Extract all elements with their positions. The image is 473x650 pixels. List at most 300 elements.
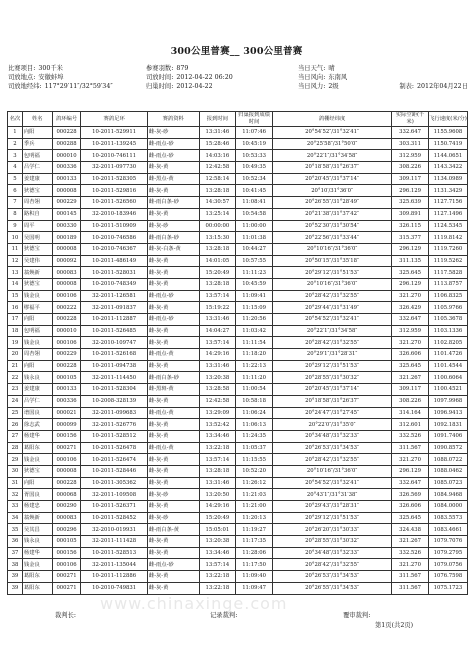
table-cell: 20°29′12″/31°51′53″: [272, 360, 391, 372]
inspector-label: 覆审裁判:: [343, 612, 371, 619]
table-row: [8, 501, 468, 513]
table-cell: 13:22:18: [199, 571, 236, 583]
table-cell: 11:15:55: [236, 454, 273, 466]
table-cell: 1119.5262: [428, 255, 467, 267]
table-cell: 谱国良: [22, 407, 52, 419]
table-cell: 000105: [52, 536, 81, 548]
table-cell: 姜建康: [22, 384, 52, 396]
table-cell: 000296: [52, 524, 81, 536]
table-cell: 16: [8, 302, 23, 314]
table-cell: 杨建忠: [22, 501, 52, 513]
table-row: [8, 302, 468, 314]
table-cell: 309.117: [392, 173, 429, 185]
table-cell: 000288: [52, 138, 81, 150]
table-cell: 胥国良: [22, 489, 52, 501]
table-cell: 葛阳东: [22, 582, 52, 594]
table-cell: 1079.2795: [428, 547, 467, 559]
table-cell: 39: [8, 571, 23, 583]
table-cell: 332.647: [392, 127, 429, 139]
table-row: [8, 162, 468, 174]
table-cell: 13:28:18: [199, 243, 236, 255]
table-cell: 雌-雨白条-砂: [147, 197, 199, 209]
race-name-label: 比赛项目:: [8, 65, 36, 72]
table-cell: 12:58:14: [199, 173, 236, 185]
release-coord-label: 司放地经纬:: [8, 83, 42, 90]
table-cell: 22: [8, 372, 23, 384]
table-cell: 20°21′38″/31°37′42″: [272, 208, 391, 220]
table-cell: 38: [8, 559, 23, 571]
table-cell: 21: [8, 360, 23, 372]
table-cell: 312.959: [392, 150, 429, 162]
table-cell: 15:20:49: [199, 512, 236, 524]
table-cell: 1143.3422: [428, 162, 467, 174]
table-cell: 1134.0989: [428, 173, 467, 185]
table-cell: 10-2011-305362: [81, 477, 148, 489]
table-cell: 钱永良: [22, 372, 52, 384]
table-cell: 雌-灰-白条-黄: [147, 243, 199, 255]
table-cell: 37: [8, 547, 23, 559]
table-cell: 1092.1831: [428, 419, 467, 431]
table-cell: 雌-灰-黄: [147, 501, 199, 513]
column-header: 赛鸽资料: [147, 112, 199, 127]
wind-force: 2级: [328, 83, 339, 90]
weather-value: 晴: [328, 65, 335, 72]
table-cell: 11:21:00: [236, 501, 273, 513]
table-cell: 10-2011-529911: [81, 127, 148, 139]
table-cell: 杨建华: [22, 430, 52, 442]
table-cell: 20°10′16″/31°36′0″: [272, 465, 391, 477]
table-cell: 雌-雨点-黄: [147, 349, 199, 361]
table-cell: 13:15:30: [199, 232, 236, 244]
table-cell: 15: [8, 290, 23, 302]
table-cell: 1127.7156: [428, 197, 467, 209]
table-cell: 包明福: [22, 325, 52, 337]
table-row: [8, 524, 468, 536]
table-cell: 20°18′58″/31°26′37″: [272, 395, 391, 407]
table-cell: 周杏翎: [22, 349, 52, 361]
table-cell: 20°29′43″/31°28′31″: [272, 501, 391, 513]
table-row: [8, 220, 468, 232]
table-cell: 000145: [52, 208, 81, 220]
table-cell: 1091.7406: [428, 430, 467, 442]
table-cell: 1076.7598: [428, 571, 467, 583]
table-cell: 326.115: [392, 220, 429, 232]
table-cell: 狄德宝: [22, 185, 52, 197]
table-cell: 13:25:14: [199, 208, 236, 220]
table-cell: 3: [8, 150, 23, 162]
table-cell: 11:20:56: [236, 314, 273, 326]
table-cell: 11:00:54: [236, 384, 273, 396]
table-cell: 1127.1496: [428, 208, 467, 220]
table-row: [8, 442, 468, 454]
table-cell: 包明福: [22, 150, 52, 162]
table-cell: 翁焕新: [22, 512, 52, 524]
table-cell: 14:29:16: [199, 501, 236, 513]
table-cell: 20°20′45″/31°37′14″: [272, 173, 391, 185]
table-cell: 1105.9766: [428, 302, 467, 314]
table-cell: 狄德宝: [22, 243, 52, 255]
table-cell: 姜建康: [22, 173, 52, 185]
table-cell: 雌-灰-黄: [147, 337, 199, 349]
table-cell: 14:29:16: [199, 349, 236, 361]
table-cell: 1090.8572: [428, 442, 467, 454]
table-cell: 11:24:35: [236, 430, 273, 442]
table-cell: 314.164: [392, 407, 429, 419]
table-cell: 雌-灰-黄: [147, 571, 199, 583]
table-cell: 20°24′47″/31°27′45″: [272, 407, 391, 419]
table-row: [8, 395, 468, 407]
table-cell: 10-2011-528446: [81, 465, 148, 477]
table-cell: 11:19:27: [236, 524, 273, 536]
table-cell: 雌-灰-黄: [147, 465, 199, 477]
table-cell: 000290: [52, 501, 81, 513]
table-cell: 1113.8757: [428, 278, 467, 290]
table-cell: 周杏翎: [22, 197, 52, 209]
table-cell: 1075.1723: [428, 582, 467, 594]
table-cell: 326.606: [392, 501, 429, 513]
table-cell: 32-2011-526776: [81, 419, 148, 431]
table-cell: 32-2011-135044: [81, 559, 148, 571]
table-row: [8, 173, 468, 185]
table-cell: 1079.0756: [428, 559, 467, 571]
table-cell: 20°54′52″/31°32′41″: [272, 127, 391, 139]
table-cell: 路积自: [22, 208, 52, 220]
table-cell: 000229: [52, 349, 81, 361]
table-cell: 缪福平: [22, 302, 52, 314]
table-cell: 000106: [52, 337, 81, 349]
table-cell: 10-2011-112887: [81, 314, 148, 326]
table-cell: 32-2011-097730: [81, 162, 148, 174]
table-cell: 1144.0651: [428, 150, 467, 162]
table-cell: 吴建伟: [22, 255, 52, 267]
table-cell: 14: [8, 278, 23, 290]
table-cell: 27: [8, 430, 23, 442]
table-cell: 13:22:18: [199, 442, 236, 454]
table-cell: 32-2011-091837: [81, 302, 148, 314]
table-row: [8, 197, 468, 209]
table-cell: 321.270: [392, 454, 429, 466]
table-cell: 321.267: [392, 372, 429, 384]
table-cell: 10-2011-528305: [81, 173, 148, 185]
table-cell: 1079.7076: [428, 536, 467, 548]
column-header: 鸽环编号: [52, 112, 81, 127]
table-cell: 000222: [52, 302, 81, 314]
table-cell: 10-2011-112886: [81, 571, 148, 583]
entries-count: 879: [176, 65, 189, 72]
release-coord: 117°29′11″/32°59′34″: [44, 83, 113, 90]
table-cell: 14:03:16: [199, 150, 236, 162]
table-cell: 28: [8, 442, 23, 454]
table-cell: 13:57:14: [199, 454, 236, 466]
table-cell: 钱金良: [22, 337, 52, 349]
table-cell: 13:31:46: [199, 477, 236, 489]
table-cell: 000133: [52, 173, 81, 185]
table-cell: 000336: [52, 395, 81, 407]
table-cell: 雌-灰-黄: [147, 255, 199, 267]
table-cell: 13:31:46: [199, 127, 236, 139]
table-cell: 12:42:58: [199, 162, 236, 174]
table-cell: 34: [8, 512, 23, 524]
table-cell: 324.438: [392, 524, 429, 536]
table-cell: 14:01:05: [199, 255, 236, 267]
table-cell: 雌-雨点-砂: [147, 138, 199, 150]
entries-label: 参赛羽数:: [146, 65, 174, 72]
table-cell: 332.526: [392, 430, 429, 442]
table-cell: 11:09:47: [236, 582, 273, 594]
table-cell: 13:28:58: [199, 384, 236, 396]
table-cell: 325.645: [392, 512, 429, 524]
table-cell: 10-2011-528304: [81, 384, 148, 396]
table-cell: 000068: [52, 489, 81, 501]
table-cell: 32-2011-109508: [81, 489, 148, 501]
table-cell: 雌-灰-黄: [147, 430, 199, 442]
table-cell: 10-2010-748349: [81, 278, 148, 290]
table-cell: 20°28′55″/31°30′32″: [272, 372, 391, 384]
table-cell: 19: [8, 337, 23, 349]
table-cell: 311.567: [392, 442, 429, 454]
table-cell: 吕学仁: [22, 162, 52, 174]
table-cell: 6: [8, 185, 23, 197]
table-cell: 20°26′20″/31°30′33″: [272, 524, 391, 536]
table-cell: 雌-灰-黄: [147, 185, 199, 197]
table-cell: 000105: [52, 372, 81, 384]
table-row: [8, 536, 468, 548]
table-cell: 10:45:19: [236, 138, 273, 150]
table-cell: 20°29′44″/31°31′49″: [272, 302, 391, 314]
table-cell: 雌-黑点-黄: [147, 173, 199, 185]
table-cell: 000156: [52, 547, 81, 559]
table-cell: 20°52′30″/31°30′54″: [272, 220, 391, 232]
table-cell: 11:05:37: [236, 442, 273, 454]
table-cell: 33: [8, 501, 23, 513]
table-cell: 20°28′42″/31°32′55″: [272, 290, 391, 302]
race-info: [8, 64, 468, 91]
table-cell: 321.270: [392, 290, 429, 302]
table-cell: 雌-灰-黄: [147, 278, 199, 290]
table-row: [8, 314, 468, 326]
table-cell: 1150.7419: [428, 138, 467, 150]
table-cell: 雌-灰-黄: [147, 208, 199, 220]
table-cell: 20°10′/31°36′0″: [272, 185, 391, 197]
table-cell: 321.270: [392, 337, 429, 349]
table-cell: 1106.8325: [428, 290, 467, 302]
table-cell: 20°50′15″/31°35′18″: [272, 255, 391, 267]
table-cell: 11:06:13: [236, 419, 273, 431]
table-cell: 周平: [22, 220, 52, 232]
table-cell: 1084.0000: [428, 501, 467, 513]
table-cell: 10-2011-526478: [81, 442, 148, 454]
table-cell: 1103.1336: [428, 325, 467, 337]
table-cell: 10-2011-094738: [81, 360, 148, 372]
table-cell: 1101.4544: [428, 360, 467, 372]
watermark: www.chinaxinge.com: [100, 594, 288, 613]
table-cell: 1100.4521: [428, 384, 467, 396]
page-info: 第1页(共2页): [375, 622, 414, 629]
table-cell: 11:28:06: [236, 547, 273, 559]
table-cell: 15:05:01: [199, 524, 236, 536]
table-cell: 狄德宝: [22, 465, 52, 477]
table-cell: 1083.4661: [428, 524, 467, 536]
referee-label: 裁判长:: [55, 612, 77, 619]
table-cell: 狄德宝: [22, 278, 52, 290]
table-header-row: [8, 112, 468, 127]
table-cell: 13:28:18: [199, 465, 236, 477]
table-cell: 309.891: [392, 208, 429, 220]
table-cell: 39: [8, 582, 23, 594]
table-row: [8, 337, 468, 349]
table-cell: 15:20:49: [199, 267, 236, 279]
column-header: 赛鸽足环: [81, 112, 148, 127]
table-cell: 308.226: [392, 395, 429, 407]
table-cell: 雌-雨点-黄: [147, 442, 199, 454]
return-time: 2012-04-22: [176, 83, 213, 90]
table-cell: 13:31:46: [199, 314, 236, 326]
table-cell: 雌-雨点-砂: [147, 559, 199, 571]
table-cell: 10-2010-746367: [81, 243, 148, 255]
table-cell: 1155.9608: [428, 127, 467, 139]
table-cell: 9: [8, 220, 23, 232]
table-row: [8, 547, 468, 559]
table-cell: 10:41:45: [236, 185, 273, 197]
table-cell: 吴国明: [22, 232, 52, 244]
table-cell: 雌-雨点-砂: [147, 150, 199, 162]
table-cell: 32-2011-126581: [81, 290, 148, 302]
table-cell: 13:57:14: [199, 290, 236, 302]
table-cell: 1117.5828: [428, 267, 467, 279]
table-row: [8, 208, 468, 220]
table-cell: 332.526: [392, 547, 429, 559]
wind-force-label: 当日风力:: [298, 83, 326, 90]
table-cell: 11:00:00: [236, 220, 273, 232]
table-cell: 11:18:20: [236, 349, 273, 361]
table-cell: 325.639: [392, 197, 429, 209]
table-cell: 20°26′55″/31°28′49″: [272, 197, 391, 209]
table-cell: 13:31:46: [199, 360, 236, 372]
table-cell: 雌-灰-砂: [147, 489, 199, 501]
table-cell: 000106: [52, 454, 81, 466]
table-cell: 10-2011-510909: [81, 220, 148, 232]
table-cell: 20°29′12″/31°51′53″: [272, 512, 391, 524]
table-row: [8, 150, 468, 162]
table-cell: 20°28′42″/31°32′55″: [272, 337, 391, 349]
table-cell: 12: [8, 255, 23, 267]
wind-direction: 东南风: [328, 74, 348, 81]
table-cell: 20°18′58″/31°26′37″: [272, 162, 391, 174]
table-cell: 23: [8, 384, 23, 396]
table-row: [8, 419, 468, 431]
column-header: 报到时间: [199, 112, 236, 127]
table-row: [8, 384, 468, 396]
table-cell: 296.129: [392, 243, 429, 255]
recorder-label: 记录裁判:: [210, 612, 238, 619]
table-cell: 303.311: [392, 138, 429, 150]
table-cell: 32-2010-019931: [81, 524, 148, 536]
table-cell: 1124.5345: [428, 220, 467, 232]
table-cell: 20°43′1″/31°31′38″: [272, 489, 391, 501]
results-table: [7, 111, 468, 595]
table-cell: 000271: [52, 571, 81, 583]
table-cell: 10-2008-328139: [81, 395, 148, 407]
table-cell: 25: [8, 407, 23, 419]
column-header: 归巢报到成绩时间: [236, 112, 273, 127]
table-cell: 10: [8, 232, 23, 244]
table-cell: 雌-雨白条-黄: [147, 524, 199, 536]
table-cell: 36: [8, 536, 23, 548]
table-cell: 15:28:46: [199, 138, 236, 150]
table-row: [8, 407, 468, 419]
table-cell: 332.647: [392, 477, 429, 489]
table-cell: 20°22′56″/31°33′44″: [272, 232, 391, 244]
table-cell: 13:20:50: [199, 489, 236, 501]
table-cell: 10:52:20: [236, 465, 273, 477]
table-cell: 葛阳东: [22, 571, 52, 583]
table-cell: 13: [8, 267, 23, 279]
table-row: [8, 243, 468, 255]
table-cell: 13:22:18: [199, 582, 236, 594]
table-cell: 321.270: [392, 559, 429, 571]
table-cell: 10:58:18: [236, 395, 273, 407]
table-cell: 12:42:58: [199, 395, 236, 407]
table-cell: 季兵: [22, 138, 52, 150]
table-cell: 32-2011-099683: [81, 407, 148, 419]
table-cell: 000008: [52, 185, 81, 197]
table-cell: 13:57:14: [199, 559, 236, 571]
table-cell: 20°10′16″/31°36′0″: [272, 278, 391, 290]
table-cell: 311.567: [392, 582, 429, 594]
table-cell: 1101.4726: [428, 349, 467, 361]
table-cell: 000228: [52, 360, 81, 372]
table-cell: 000156: [52, 430, 81, 442]
table-cell: 雌-灰-黄: [147, 325, 199, 337]
table-row: [8, 512, 468, 524]
table-cell: 雌-灰-黄: [147, 395, 199, 407]
table-cell: 000010: [52, 150, 81, 162]
table-cell: 1102.8205: [428, 337, 467, 349]
weather-label: 当日天气:: [298, 65, 326, 72]
table-cell: 雌-灰-黄: [147, 360, 199, 372]
table-row: [8, 430, 468, 442]
table-cell: 326.569: [392, 489, 429, 501]
table-cell: 20°28′42″/31°32′55″: [272, 559, 391, 571]
table-cell: 296.129: [392, 185, 429, 197]
table-cell: 15:19:22: [199, 302, 236, 314]
table-cell: 14:04:27: [199, 325, 236, 337]
table-cell: 雌-灰-黄: [147, 419, 199, 431]
table-cell: 17: [8, 314, 23, 326]
table-cell: 13:52:42: [199, 419, 236, 431]
table-cell: 1097.9968: [428, 395, 467, 407]
table-cell: 13:20:38: [199, 536, 236, 548]
table-cell: 1096.9413: [428, 407, 467, 419]
table-cell: 11:09:41: [236, 290, 273, 302]
table-cell: 11:11:23: [236, 267, 273, 279]
print-label: 制表:: [399, 83, 415, 90]
table-cell: 1131.3429: [428, 185, 467, 197]
table-cell: 5: [8, 173, 23, 185]
table-cell: 10-2011-526168: [81, 349, 148, 361]
table-cell: 000229: [52, 197, 81, 209]
table-row: [8, 138, 468, 150]
table-cell: 308.226: [392, 162, 429, 174]
table-cell: 10:52:34: [236, 173, 273, 185]
table-cell: 20°26′55″/31°34′53″: [272, 582, 391, 594]
table-cell: 000106: [52, 290, 81, 302]
column-header: 名次: [8, 112, 23, 127]
table-cell: 雌-灰-黄: [147, 536, 199, 548]
table-row: [8, 571, 468, 583]
table-cell: 32-2011-111428: [81, 536, 148, 548]
report-title: 300公里普赛__ 300公里普赛: [170, 46, 303, 57]
